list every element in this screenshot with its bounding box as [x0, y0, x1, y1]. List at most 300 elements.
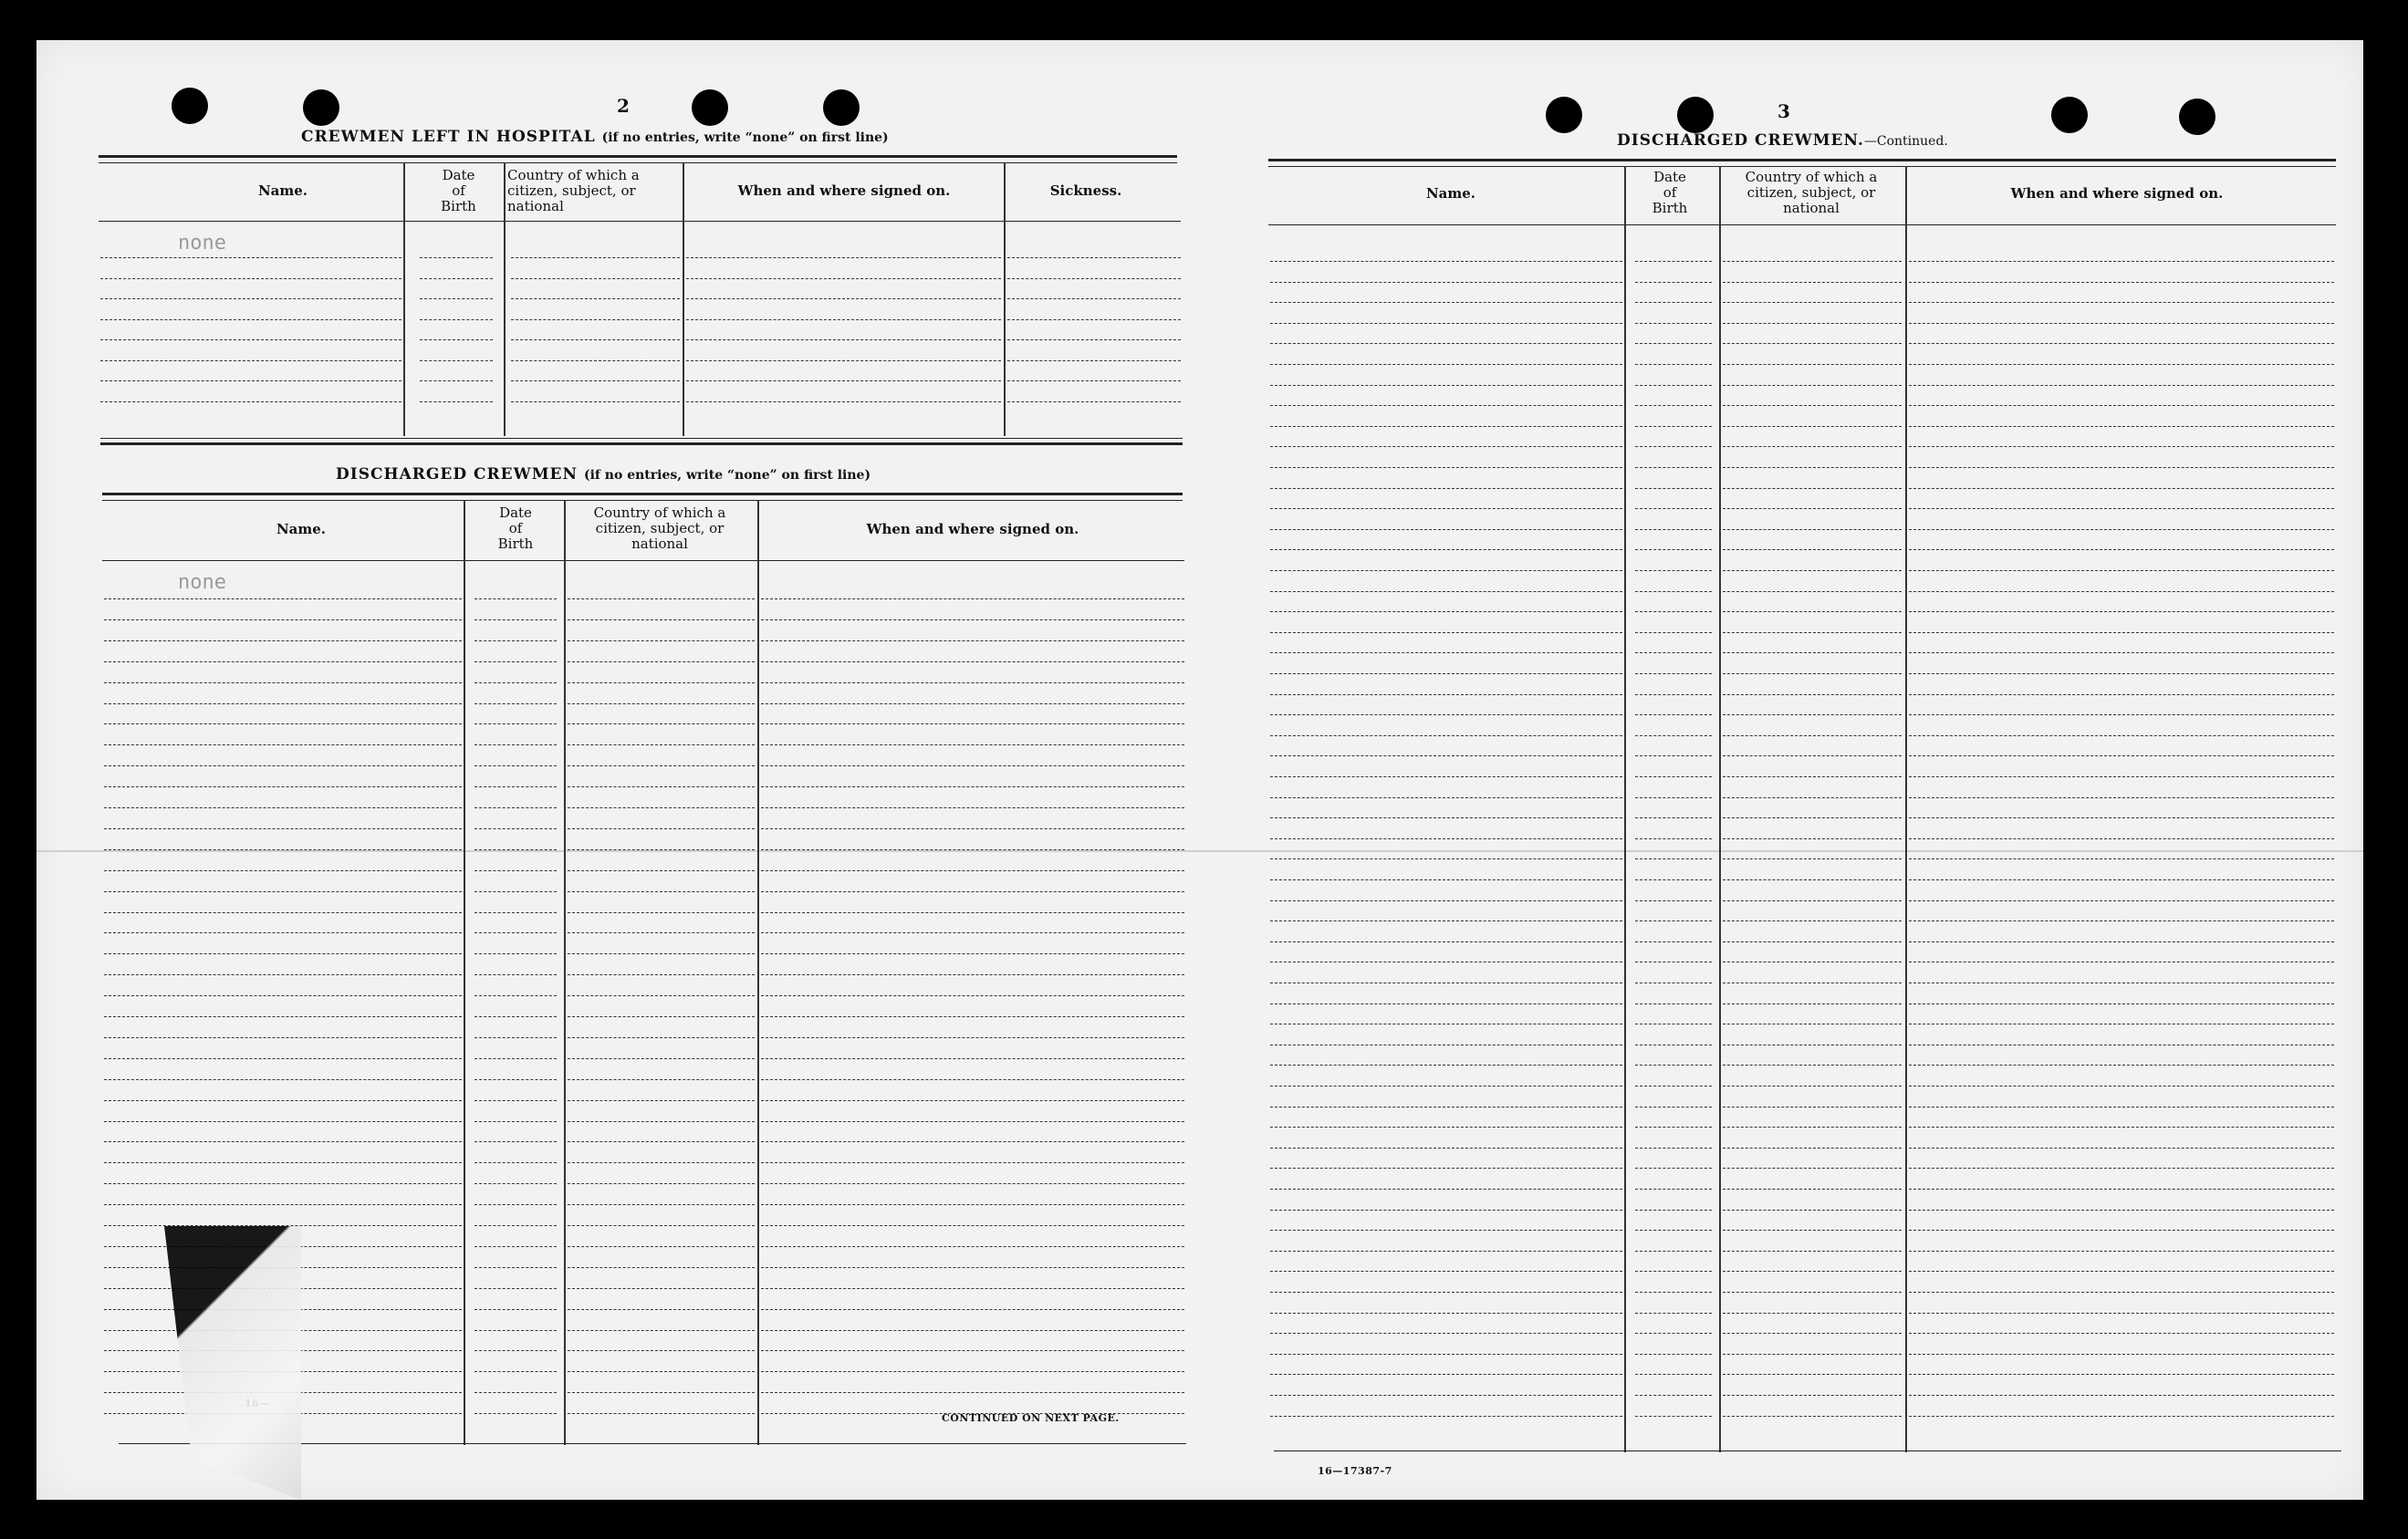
ruled-line [1723, 488, 1902, 489]
column-header-country: Country of which a citizen, subject, or national [593, 504, 726, 552]
ruled-line [511, 278, 680, 279]
ruled-line [761, 932, 1184, 933]
ruled-line [568, 703, 755, 704]
ruled-line [1723, 343, 1902, 344]
ruled-line [1270, 755, 1622, 756]
ruled-line [761, 1079, 1184, 1080]
ruled-line [1635, 1374, 1712, 1375]
ruled-line [1909, 1003, 2334, 1004]
ruled-line [474, 1225, 557, 1226]
ruled-line [104, 723, 462, 724]
ruled-line [1723, 1313, 1902, 1314]
ruled-line [104, 1079, 462, 1080]
ruled-line [474, 1267, 557, 1268]
ruled-line [761, 870, 1184, 871]
column-header-sickness: Sickness. [1049, 182, 1122, 199]
ruled-line [1635, 858, 1712, 859]
ruled-line [1635, 385, 1712, 386]
form-sheet [36, 40, 2363, 1500]
ruled-line [104, 1100, 462, 1101]
ruled-line [1270, 508, 1622, 509]
ruled-line [1635, 343, 1712, 344]
ruled-line [104, 953, 462, 954]
ruled-line [1723, 323, 1902, 324]
ruled-line [1270, 591, 1622, 592]
ruled-line [1723, 1354, 1902, 1355]
ruled-line [1723, 1189, 1902, 1190]
ruled-line [1270, 632, 1622, 633]
ruled-line [1909, 1251, 2334, 1252]
ruled-line [686, 339, 1001, 340]
ruled-line [100, 298, 401, 299]
ruled-line [1270, 261, 1622, 262]
ruled-line [104, 661, 462, 662]
ruled-line [1635, 1251, 1712, 1252]
ruled-line [104, 828, 462, 829]
ruled-line [1270, 879, 1622, 880]
ruled-line [1909, 1333, 2334, 1334]
ruled-line [1909, 467, 2334, 468]
ruled-line [1635, 1189, 1712, 1190]
ruled-line [568, 932, 755, 933]
column-header-dob: Date of Birth [441, 167, 476, 214]
ruled-line [1723, 879, 1902, 880]
ruled-line [1909, 611, 2334, 612]
ruled-line [1909, 508, 2334, 509]
ruled-line [1909, 405, 2334, 406]
ruled-line [1635, 1292, 1712, 1293]
ruled-line [1909, 838, 2334, 839]
ruled-line [568, 1204, 755, 1205]
ruled-line [568, 828, 755, 829]
column-header-name: Name. [257, 182, 308, 199]
ruled-line [568, 1350, 755, 1351]
ruled-line [568, 1225, 755, 1226]
page-fold [36, 850, 2363, 852]
ruled-line [1635, 941, 1712, 942]
ruled-line [568, 682, 755, 683]
ruled-line [1909, 1065, 2334, 1066]
ruled-line [1909, 1189, 2334, 1190]
ruled-line [1723, 776, 1902, 777]
ruled-line [686, 401, 1001, 402]
ruled-line [1635, 591, 1712, 592]
ruled-line [1270, 323, 1622, 324]
ruled-line [511, 380, 680, 381]
ruled-line [761, 1288, 1184, 1289]
ruled-line [1909, 694, 2334, 695]
ruled-line [1270, 1251, 1622, 1252]
ruled-line [1270, 1210, 1622, 1211]
ruled-line [1723, 1395, 1902, 1396]
ruled-line [568, 1267, 755, 1268]
ruled-line [1909, 632, 2334, 633]
ruled-line [686, 380, 1001, 381]
ruled-line [474, 598, 557, 599]
ruled-line [1270, 714, 1622, 715]
ruled-line [568, 1058, 755, 1059]
ruled-line [761, 661, 1184, 662]
ruled-line [474, 849, 557, 850]
ruled-line [568, 1413, 755, 1414]
ruled-line [568, 974, 755, 975]
ruled-line [104, 703, 462, 704]
ruled-line [568, 1371, 755, 1372]
ruled-line [1635, 426, 1712, 427]
ruled-line [474, 744, 557, 745]
ruled-line [568, 870, 755, 871]
ruled-line [1270, 385, 1622, 386]
ruled-line [474, 1309, 557, 1310]
ruled-line [761, 1141, 1184, 1142]
ruled-line [1007, 401, 1181, 402]
ruled-line [1909, 1148, 2334, 1149]
ruled-line [1270, 1416, 1622, 1417]
ruled-line [761, 1204, 1184, 1205]
ruled-line [511, 339, 680, 340]
ruled-line [104, 682, 462, 683]
ruled-line [761, 1267, 1184, 1268]
ruled-line [568, 786, 755, 787]
ruled-line [420, 339, 493, 340]
ruled-line [1635, 282, 1712, 283]
column-header-signed-on: When and where signed on. [2010, 185, 2224, 202]
ruled-line [568, 1037, 755, 1038]
ruled-line [104, 1058, 462, 1059]
ruled-line [1270, 652, 1622, 653]
ruled-line [1909, 1416, 2334, 1417]
ruled-line [1270, 426, 1622, 427]
ruled-line [761, 912, 1184, 913]
ruled-line [1723, 1416, 1902, 1417]
ruled-line [1007, 380, 1181, 381]
ruled-line [686, 319, 1001, 320]
ruled-line [104, 1037, 462, 1038]
ruled-line [761, 1162, 1184, 1163]
ruled-line [474, 912, 557, 913]
ruled-line [474, 1413, 557, 1414]
ruled-line [1635, 1395, 1712, 1396]
ruled-line [761, 765, 1184, 766]
ruled-line [104, 765, 462, 766]
ruled-line [1909, 652, 2334, 653]
ruled-line [1723, 570, 1902, 571]
ruled-line [568, 619, 755, 620]
ruled-line [1270, 282, 1622, 283]
ruled-line [1270, 446, 1622, 447]
ruled-line [1723, 1333, 1902, 1334]
ruled-line [1723, 261, 1902, 262]
ruled-line [474, 703, 557, 704]
ruled-line [568, 912, 755, 913]
ruled-line [1909, 1271, 2334, 1272]
ruled-line [474, 682, 557, 683]
ruled-line [1635, 1127, 1712, 1128]
ruled-line [1635, 1065, 1712, 1066]
ruled-line [1635, 1313, 1712, 1314]
ruled-line [1635, 323, 1712, 324]
ruled-line [568, 953, 755, 954]
ruled-line [1270, 817, 1622, 818]
ruled-line [1909, 920, 2334, 921]
ruled-line [1635, 467, 1712, 468]
ruled-line [474, 953, 557, 954]
ruled-line [104, 598, 462, 599]
ruled-line [100, 257, 401, 258]
ruled-line [1723, 1003, 1902, 1004]
ruled-line [104, 870, 462, 871]
ruled-line [1723, 591, 1902, 592]
ruled-line [474, 1350, 557, 1351]
ruled-line [761, 1392, 1184, 1393]
ruled-line [1909, 1210, 2334, 1211]
ruled-line [1723, 1210, 1902, 1211]
punch-hole [2051, 97, 2088, 133]
ruled-line [1909, 1086, 2334, 1087]
ruled-line [1723, 405, 1902, 406]
ruled-line [1723, 426, 1902, 427]
ruled-line [1270, 364, 1622, 365]
ruled-line [568, 1016, 755, 1017]
ruled-line [568, 1246, 755, 1247]
ruled-line [474, 723, 557, 724]
ruled-line [1723, 385, 1902, 386]
ruled-line [1723, 364, 1902, 365]
ruled-line [1909, 549, 2334, 550]
ruled-line [686, 257, 1001, 258]
ruled-line [1635, 900, 1712, 901]
ruled-line [1007, 360, 1181, 361]
ruled-line [568, 1100, 755, 1101]
ruled-line [1909, 570, 2334, 571]
ruled-line [1270, 900, 1622, 901]
ruled-line [686, 298, 1001, 299]
ruled-line [104, 1162, 462, 1163]
ruled-line [474, 1183, 557, 1184]
ruled-line [1635, 611, 1712, 612]
ruled-line [474, 1246, 557, 1247]
ruled-line [420, 257, 493, 258]
ruled-line [474, 1058, 557, 1059]
ruled-line [1909, 364, 2334, 365]
ruled-line [1723, 529, 1902, 530]
ruled-line [1723, 838, 1902, 839]
ruled-line [100, 401, 401, 402]
ruled-line [1635, 755, 1712, 756]
ruled-line [761, 598, 1184, 599]
ruled-line [568, 1330, 755, 1331]
ruled-line [761, 1058, 1184, 1059]
ruled-line [104, 1141, 462, 1142]
ruled-line [1270, 1395, 1622, 1396]
ruled-line [474, 786, 557, 787]
discharged-continued-title: DISCHARGED CREWMEN.—Continued. [1617, 131, 1948, 150]
ruled-line [1723, 735, 1902, 736]
ruled-line [1635, 1354, 1712, 1355]
ruled-line [1723, 1230, 1902, 1231]
ruled-line [1723, 282, 1902, 283]
ruled-line [1270, 1333, 1622, 1334]
punch-hole [1677, 97, 1714, 133]
ruled-line [104, 1183, 462, 1184]
ruled-line [1635, 488, 1712, 489]
ruled-line [1635, 508, 1712, 509]
ruled-line [100, 339, 401, 340]
form-number-right: 16—17387-7 [1318, 1465, 1392, 1477]
ruled-line [1270, 1127, 1622, 1128]
ruled-line [761, 891, 1184, 892]
discharged-first-entry: none [178, 571, 226, 594]
ruled-line [1723, 652, 1902, 653]
ruled-line [1270, 1086, 1622, 1087]
column-header-signed-on: When and where signed on. [866, 521, 1079, 537]
ruled-line [474, 891, 557, 892]
ruled-line [1909, 817, 2334, 818]
ruled-line [474, 1100, 557, 1101]
ruled-line [568, 1392, 755, 1393]
ruled-line [104, 849, 462, 850]
ruled-line [1270, 797, 1622, 798]
punch-hole [2179, 99, 2215, 135]
ruled-line [420, 278, 493, 279]
ruled-line [420, 401, 493, 402]
ruled-line [1909, 858, 2334, 859]
ruled-line [1270, 920, 1622, 921]
ruled-line [1723, 673, 1902, 674]
ruled-line [104, 786, 462, 787]
ruled-line [1270, 941, 1622, 942]
ruled-line [1723, 611, 1902, 612]
ruled-line [1270, 1230, 1622, 1231]
ruled-line [1723, 694, 1902, 695]
ruled-line [1635, 261, 1712, 262]
ruled-line [1909, 1230, 2334, 1231]
ruled-line [1270, 488, 1622, 489]
ruled-line [1270, 1003, 1622, 1004]
ruled-line [761, 995, 1184, 996]
ruled-line [1635, 1168, 1712, 1169]
ruled-line [474, 1037, 557, 1038]
ruled-line [1723, 900, 1902, 901]
ruled-line [104, 912, 462, 913]
ruled-line [104, 1204, 462, 1205]
ruled-line [511, 319, 680, 320]
ruled-line [1723, 1065, 1902, 1066]
ruled-line [568, 1183, 755, 1184]
ruled-line [474, 932, 557, 933]
ruled-line [474, 1392, 557, 1393]
column-header-country: Country of which a citizen, subject, or national [1745, 169, 1878, 216]
ruled-line [1723, 920, 1902, 921]
ruled-line [1007, 319, 1181, 320]
ruled-line [100, 319, 401, 320]
ruled-line [1270, 549, 1622, 550]
ruled-line [104, 891, 462, 892]
ruled-line [1270, 838, 1622, 839]
ruled-line [761, 1371, 1184, 1372]
punch-hole [823, 89, 860, 126]
ruled-line [568, 1141, 755, 1142]
ruled-line [568, 744, 755, 745]
ruled-line [511, 401, 680, 402]
page-number: 3 [1777, 100, 1790, 122]
ruled-line [1270, 302, 1622, 303]
ruled-line [420, 298, 493, 299]
ruled-line [1909, 446, 2334, 447]
ruled-line [761, 1016, 1184, 1017]
ruled-line [1909, 591, 2334, 592]
ruled-line [761, 974, 1184, 975]
ruled-line [568, 640, 755, 641]
ruled-line [568, 1309, 755, 1310]
ruled-line [420, 360, 493, 361]
discharged-section-title: DISCHARGED CREWMEN (if no entries, write “none” on first line) [336, 465, 871, 484]
ruled-line [568, 598, 755, 599]
ruled-line [1270, 776, 1622, 777]
ruled-line [1635, 920, 1712, 921]
ruled-line [1723, 1292, 1902, 1293]
ruled-line [104, 995, 462, 996]
ruled-line [1723, 714, 1902, 715]
ruled-line [1723, 941, 1902, 942]
ruled-line [686, 360, 1001, 361]
punch-hole [172, 88, 208, 124]
ruled-line [1723, 1374, 1902, 1375]
ruled-line [1635, 652, 1712, 653]
ruled-line [1270, 1292, 1622, 1293]
ruled-line [761, 640, 1184, 641]
ruled-line [1909, 282, 2334, 283]
ruled-line [1270, 1168, 1622, 1169]
ruled-line [474, 1371, 557, 1372]
column-header-country: Country of which a citizen, subject, or national [507, 167, 640, 214]
ruled-line [761, 828, 1184, 829]
ruled-line [1270, 858, 1622, 859]
ruled-line [104, 744, 462, 745]
ruled-line [1723, 1251, 1902, 1252]
ruled-line [511, 298, 680, 299]
ruled-line [1270, 1065, 1622, 1066]
ruled-line [1270, 405, 1622, 406]
ruled-line [474, 765, 557, 766]
ruled-line [1909, 1292, 2334, 1293]
ruled-line [761, 807, 1184, 808]
ruled-line [1909, 1168, 2334, 1169]
ruled-line [474, 870, 557, 871]
ruled-line [1723, 858, 1902, 859]
ruled-line [1007, 339, 1181, 340]
ruled-line [420, 380, 493, 381]
ruled-line [568, 849, 755, 850]
hospital-first-entry: none [178, 232, 226, 255]
ruled-line [1635, 1086, 1712, 1087]
ruled-line [761, 682, 1184, 683]
ruled-line [1909, 385, 2334, 386]
ruled-line [1635, 446, 1712, 447]
ruled-line [474, 661, 557, 662]
ruled-line [761, 744, 1184, 745]
ruled-line [568, 807, 755, 808]
ruled-line [1635, 879, 1712, 880]
ruled-line [1723, 1168, 1902, 1169]
ruled-line [1909, 941, 2334, 942]
ruled-line [761, 1225, 1184, 1226]
punch-hole [1546, 97, 1582, 133]
ruled-line [1909, 900, 2334, 901]
column-header-signed-on: When and where signed on. [737, 182, 951, 199]
ruled-line [104, 1225, 462, 1226]
ruled-line [1909, 488, 2334, 489]
